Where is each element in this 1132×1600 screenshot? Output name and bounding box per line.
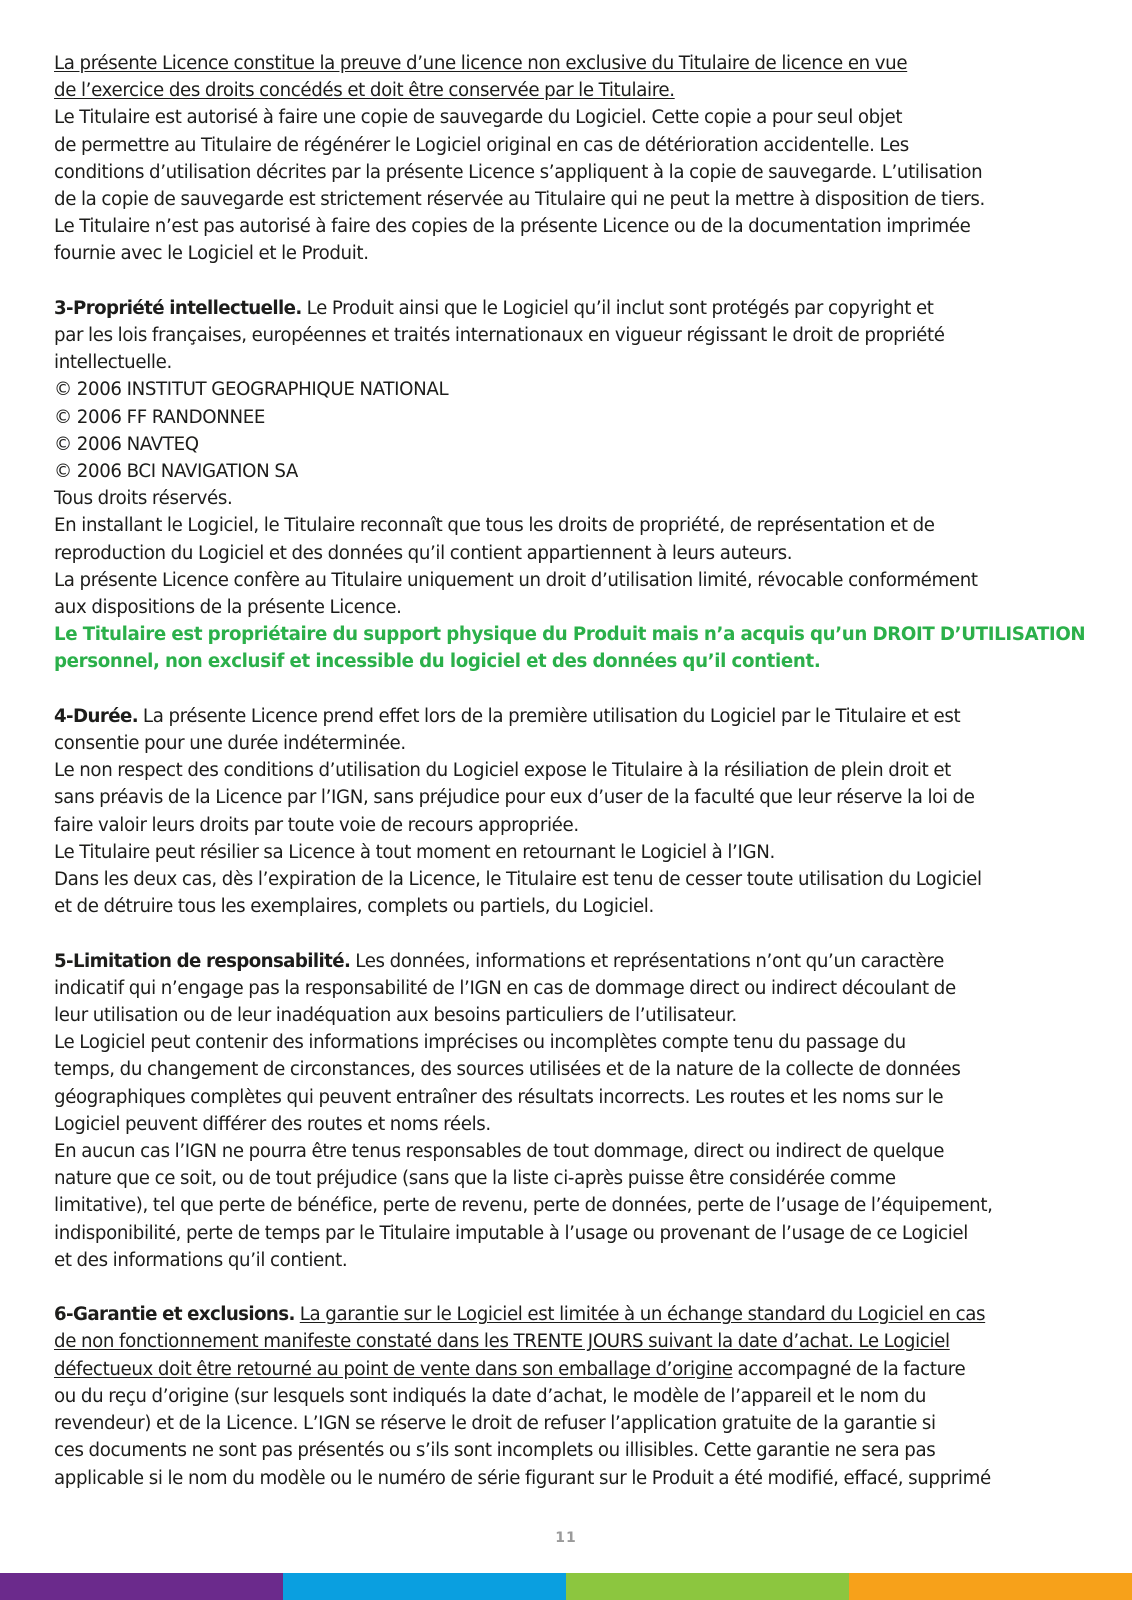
paragraph-spacer	[54, 268, 1086, 295]
section-5-heading: 5-Limitation de responsabilité.	[54, 950, 351, 972]
paragraph-spacer	[54, 1274, 1086, 1301]
section-5-line: Logiciel peuvent différer des routes et noms réels.	[54, 1113, 491, 1135]
footer-color-bar	[0, 1573, 1132, 1600]
page-number: 11	[555, 1530, 577, 1546]
document-body	[54, 50, 1086, 1492]
section-5-line: géographiques complètes qui peuvent entraîner des résultats incorrects. Les routes et les noms sur le	[54, 1086, 944, 1108]
footer-bar-segment-green	[566, 1573, 849, 1600]
section-3-line: aux dispositions de la présente Licence.	[54, 597, 402, 619]
section-4-line: Le Titulaire peut résilier sa Licence à tout moment en retournant le Logiciel à l’IGN.	[54, 841, 775, 863]
section-5-line: et des informations qu’il contient.	[54, 1249, 348, 1271]
copyright-line: © 2006 BCI NAVIGATION SA	[54, 461, 298, 483]
section-6-mixed-line	[54, 1356, 1086, 1383]
section-6-line: ou du reçu d’origine (sur lesquels sont indiqués la date d’achat, le modèle de l’appareil et le nom du	[54, 1385, 927, 1407]
section-3-line: reproduction du Logiciel et des données qu’il contient appartiennent à leurs auteurs.	[54, 542, 793, 564]
section-6-underlined-line: de non fonctionnement manifeste constaté dans les TRENTE JOURS suivant la date d’achat. Le Logiciel	[54, 1331, 950, 1353]
footer-bar-segment-orange	[849, 1573, 1132, 1600]
section-4-heading: 4-Durée.	[54, 705, 138, 727]
section-4-line: Dans les deux cas, dès l’expiration de la Licence, le Titulaire est tenu de cesser toute utilisation du Logiciel	[54, 869, 982, 891]
intro-line: de la copie de sauvegarde est strictement réservée au Titulaire qui ne peut la mettre à disposition de tiers.	[54, 189, 985, 211]
intro-underlined-line-1: La présente Licence constitue la preuve d’une licence non exclusive du Titulaire de licence en vue	[54, 53, 908, 74]
section-6-first-line	[54, 1301, 1086, 1328]
copyright-line: © 2006 INSTITUT GEOGRAPHIQUE NATIONAL	[54, 379, 449, 401]
intro-line: de permettre au Titulaire de régénérer le Logiciel original en cas de détérioration accidentelle. Les	[54, 134, 909, 156]
section-5-line: indisponibilité, perte de temps par le Titulaire imputable à l’usage ou provenant de l’usage de ce Logiciel	[54, 1222, 968, 1244]
section-6-line: applicable si le nom du modèle ou le numéro de série figurant sur le Produit a été modifié, effacé, supprimé	[54, 1467, 991, 1489]
section-3-line: Tous droits réservés.	[54, 488, 233, 510]
section-6-line: revendeur) et de la Licence. L’IGN se réserve le droit de refuser l’application gratuite de la garantie si	[54, 1413, 936, 1435]
section-3-line: intellectuelle.	[54, 352, 172, 374]
highlight-line: personnel, non exclusif et incessible du logiciel et des données qu’il contient.	[54, 651, 821, 673]
section-3-line: En installant le Logiciel, le Titulaire reconnaît que tous les droits de propriété, de représentation et de	[54, 515, 935, 537]
intro-underlined-line-2: de l’exercice des droits concédés et doit être conservée par le Titulaire.	[54, 80, 675, 102]
section-5-line: indicatif qui n’engage pas la responsabilité de l’IGN en cas de dommage direct ou indirect découlant de	[54, 977, 956, 999]
section-5-line: nature que ce soit, ou de tout préjudice (sans que la liste ci-après puisse être considérée comme	[54, 1168, 896, 1190]
section-3-line: La présente Licence confère au Titulaire uniquement un droit d’utilisation limité, révocable conformément	[54, 569, 978, 591]
section-5-line: En aucun cas l’IGN ne pourra être tenus responsables de tout dommage, direct ou indirect de quelque	[54, 1141, 945, 1163]
paragraph-spacer	[54, 676, 1086, 703]
intro-line: Le Titulaire n’est pas autorisé à faire des copies de la présente Licence ou de la documentation imprimée	[54, 216, 971, 238]
section-3-first-line	[54, 295, 1086, 322]
section-6-text: accompagné de la facture	[732, 1358, 966, 1380]
section-5-line: limitative), tel que perte de bénéfice, perte de revenu, perte de données, perte de l’usage de l’équipement,	[54, 1195, 993, 1217]
section-5-first-line	[54, 948, 1086, 975]
section-4-line: consentie pour une durée indéterminée.	[54, 733, 406, 755]
section-4-line: Le non respect des conditions d’utilisation du Logiciel expose le Titulaire à la résiliation de plein droit et	[54, 760, 951, 782]
section-6-underlined-text: La garantie sur le Logiciel est limitée à un échange standard du Logiciel en cas	[299, 1304, 986, 1326]
section-5-text: Les données, informations et représentations n’ont qu’un caractère	[350, 950, 944, 972]
section-6-heading: 6-Garantie et exclusions.	[54, 1304, 295, 1326]
copyright-line: © 2006 NAVTEQ	[54, 433, 199, 455]
section-3-line: par les lois françaises, européennes et traités internationaux en vigueur régissant le droit de propriété	[54, 325, 945, 347]
section-4-text: La présente Licence prend effet lors de la première utilisation du Logiciel par le Titulaire et est	[138, 705, 961, 727]
intro-line: Le Titulaire est autorisé à faire une copie de sauvegarde du Logiciel. Cette copie a pour seul objet	[54, 107, 903, 129]
paragraph-spacer	[54, 920, 1086, 947]
section-5-line: leur utilisation ou de leur inadéquation aux besoins particuliers de l’utilisateur.	[54, 1005, 737, 1027]
section-6-line: ces documents ne sont pas présentés ou s’ils sont incomplets ou illisibles. Cette garantie ne sera pas	[54, 1440, 936, 1462]
intro-line: conditions d’utilisation décrites par la présente Licence s’appliquent à la copie de sauvegarde. L’utilisation	[54, 161, 983, 183]
section-4-line: faire valoir leurs droits par toute voie de recours appropriée.	[54, 814, 579, 836]
footer-bar-segment-purple	[0, 1573, 283, 1600]
section-5-line: Le Logiciel peut contenir des informations imprécises ou incomplètes compte tenu du passage du	[54, 1032, 906, 1054]
section-3-text: Le Produit ainsi que le Logiciel qu’il inclut sont protégés par copyright et	[301, 297, 934, 319]
section-4-first-line	[54, 703, 1086, 730]
section-5-line: temps, du changement de circonstances, des sources utilisées et de la nature de la collecte de données	[54, 1059, 961, 1081]
footer-bar-segment-blue	[283, 1573, 566, 1600]
intro-line: fournie avec le Logiciel et le Produit.	[54, 243, 369, 265]
section-4-line: et de détruire tous les exemplaires, complets ou partiels, du Logiciel.	[54, 896, 654, 918]
section-3-heading: 3-Propriété intellectuelle.	[54, 297, 302, 319]
copyright-line: © 2006 FF RANDONNEE	[54, 406, 266, 428]
highlight-line: Le Titulaire est propriétaire du support physique du Produit mais n’a acquis qu’un DROIT D’UTILISATION	[54, 624, 1086, 646]
section-4-line: sans préavis de la Licence par l’IGN, sans préjudice pour eux d’user de la faculté que leur réserve la loi de	[54, 787, 975, 809]
section-6-underlined-text: défectueux doit être retourné au point de vente dans son emballage d’origine	[54, 1358, 733, 1380]
